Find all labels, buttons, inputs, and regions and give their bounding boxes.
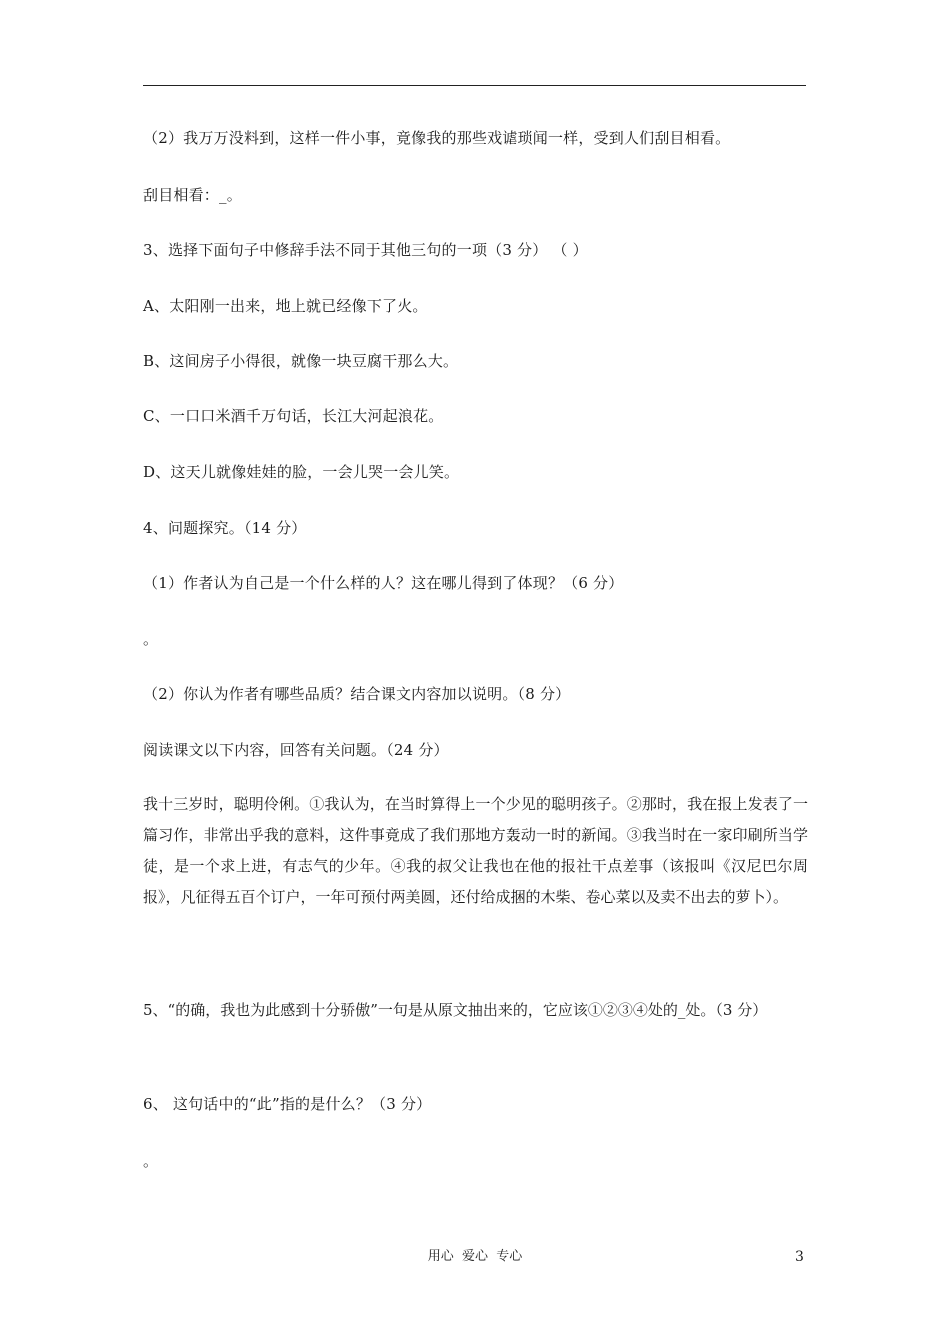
header-rule bbox=[143, 85, 806, 86]
answer-4-1: 。 bbox=[143, 630, 159, 648]
question-4-2: （2）你认为作者有哪些品质？结合课文内容加以说明。（8 分） bbox=[143, 685, 571, 703]
question-2-2: （2）我万万没料到，这样一件小事，竟像我的那些戏谑琐闻一样，受到人们刮目相看。 bbox=[143, 129, 731, 147]
answer-blank-guamu: 刮目相看：_。 bbox=[143, 186, 242, 204]
reading-passage: 我十三岁时，聪明伶俐。①我认为，在当时算得上一个少见的聪明孩子。②那时，我在报上发表了一篇习作，非常出乎我的意料，这件事竟成了我们那地方轰动一时的新闻。③我当时在一家印刷所当学徒，是一个求上进，有志气的少年。④我的叔父让我也在他的报社干点差事（该报叫《汉尼巴尔周报》，凡征得五百个订户，一年可预付两美圆，还付给成捆的木柴、卷心菜以及卖不出去的萝卜）。 bbox=[143, 795, 808, 906]
page-number: 3 bbox=[795, 1249, 804, 1265]
question-4: 4、问题探究。（14 分） bbox=[143, 519, 307, 537]
option-a: A、太阳刚一出来，地上就已经像下了火。 bbox=[143, 297, 428, 315]
footer-motto: 用心 爱心 专心 bbox=[427, 1249, 523, 1264]
option-c: C、一口口米酒千万句话，长江大河起浪花。 bbox=[143, 407, 444, 425]
reading-instruction: 阅读课文以下内容，回答有关问题。（24 分） bbox=[143, 741, 449, 759]
option-d: D、这天儿就像娃娃的脸，一会儿哭一会儿笑。 bbox=[143, 463, 460, 481]
option-b: B、这间房子小得很，就像一块豆腐干那么大。 bbox=[143, 352, 459, 370]
answer-6: 。 bbox=[143, 1152, 159, 1170]
question-5: 5、“的确，我也为此感到十分骄傲”一句是从原文抽出来的，它应该①②③④处的_处。（3 分） bbox=[143, 1001, 768, 1019]
question-6: 6、 这句话中的“此”指的是什么？（3 分） bbox=[143, 1095, 432, 1113]
question-3: 3、选择下面句子中修辞手法不同于其他三句的一项（3 分） （ ） bbox=[143, 241, 588, 259]
question-4-1: （1）作者认为自己是一个什么样的人？这在哪儿得到了体现？（6 分） bbox=[143, 574, 624, 592]
